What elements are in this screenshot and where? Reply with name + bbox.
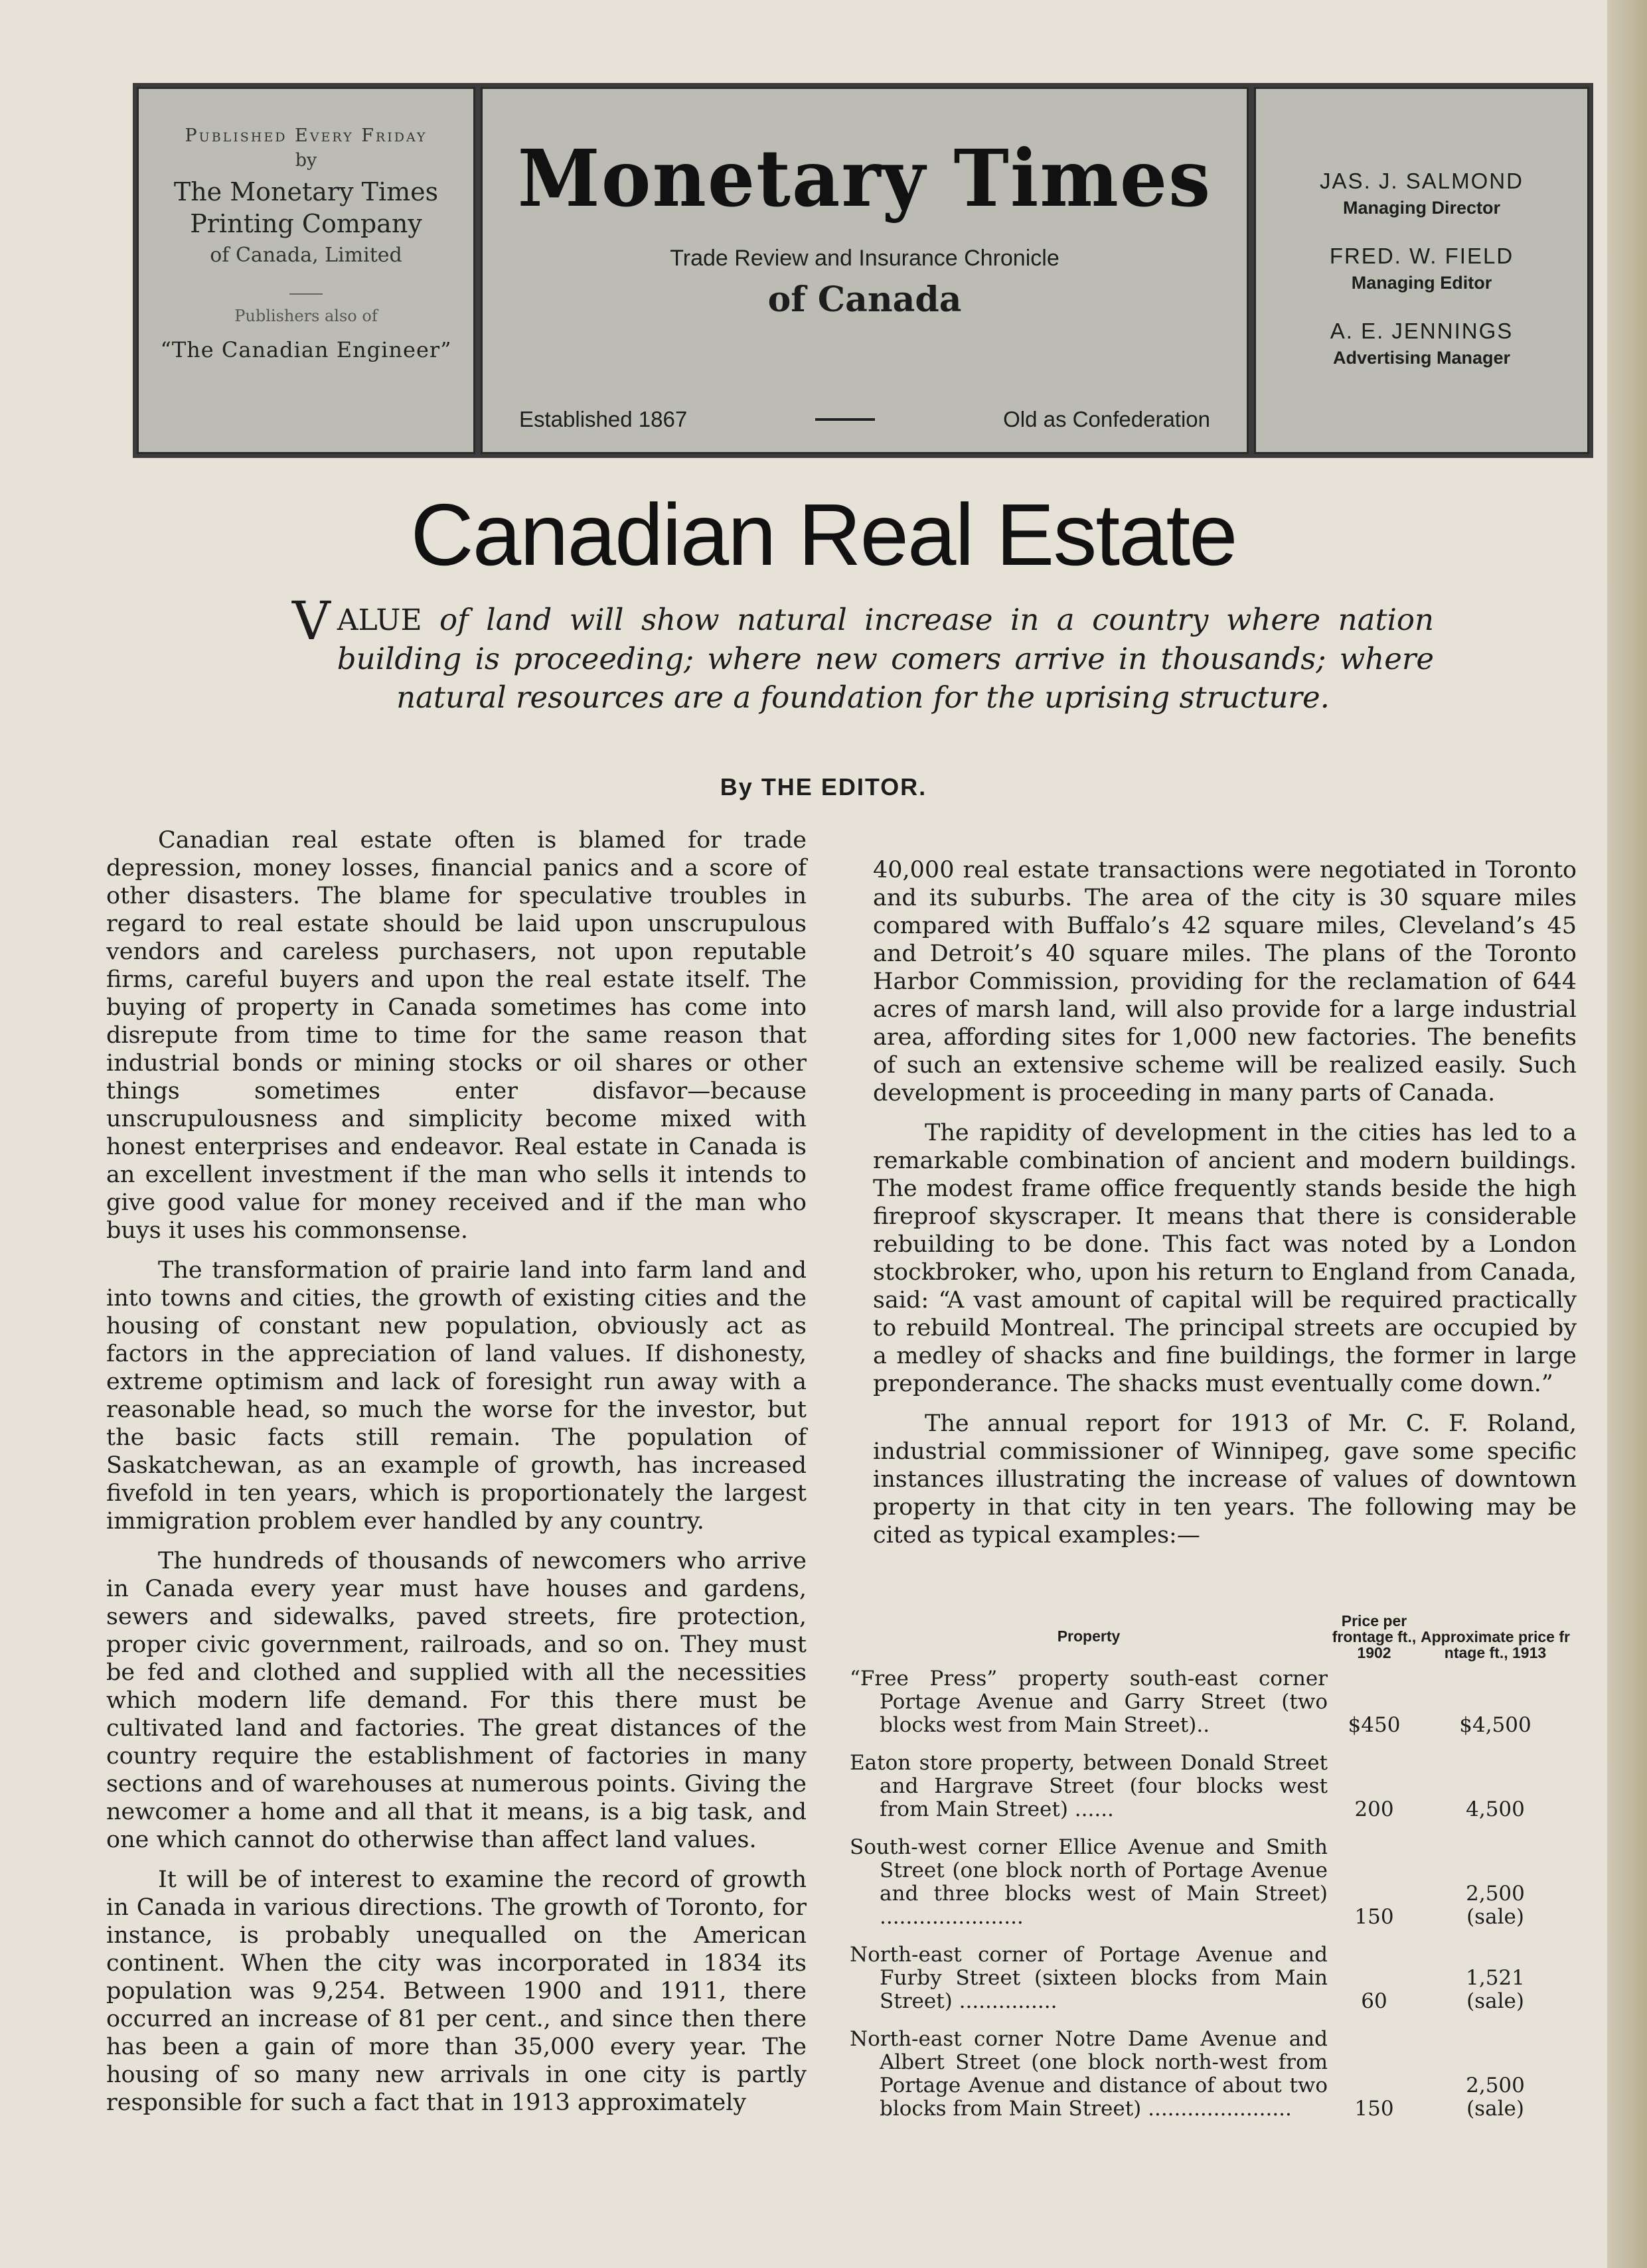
- price-1902-cell: $450: [1348, 1713, 1401, 1737]
- publisher-by: by: [295, 150, 317, 171]
- staff-role: Managing Director: [1342, 198, 1501, 218]
- paragraph: The annual report for 1913 of Mr. C. F. Roland, industrial commissioner of Winnipeg, gave some specific instances illustrating the increase of values of downtown property in that city in ten years. The following may be cited as typical examples:—: [873, 1410, 1577, 1549]
- staff-name: A. E. JENNINGS: [1330, 319, 1514, 343]
- staff-box: [1254, 87, 1589, 454]
- sale-note: (sale): [1466, 2097, 1524, 2121]
- right-column: [873, 856, 1577, 1561]
- paragraph: Canadian real estate often is blamed for trade depression, money losses, financial panics and a score of other disasters. The blame for speculative troubles in regard to real estate should be laid upon unscrupulous vendors and careless purchasers, not upon reputable firms, careful buyers and upon the real estate itself. The buying of property in Canada sometimes has come into disrepute from time to time for the same reason that industrial bonds or mining stocks or oil shares or other things sometimes enter disfavor—because unscrupulousness and simplicity become mixed with honest enterprises and endeavor. Real estate in Canada is an excellent investment if the man who sells it intends to give good value for money received and if the man who buys it uses his commonsense.: [106, 827, 807, 1244]
- price-1913-cell: [1421, 1967, 1570, 2013]
- divider: [815, 418, 875, 421]
- established-row: [519, 407, 1210, 432]
- publisher-box: [137, 87, 475, 454]
- published-every-friday: Published Every Friday: [185, 125, 428, 146]
- divider: [289, 293, 323, 295]
- title-box: [481, 87, 1249, 454]
- byline: By THE EDITOR.: [720, 773, 927, 800]
- deck-text: of land will show natural increase in a country where nation building is proceeding; where new comers arrive in thousands; where natural resources are a foundation for the uprising structure.: [337, 602, 1434, 715]
- property-cell: Eaton store property, between Donald Street and Hargrave Street (four blocks west from Main Street) ......: [850, 1751, 1328, 1821]
- canadian-engineer-title: “The Canadian Engineer”: [160, 337, 452, 362]
- price-1913-cell: [1421, 1882, 1570, 1929]
- price-1902-cell: 200: [1354, 1797, 1394, 1821]
- paragraph: 40,000 real estate transactions were negotiated in Toronto and its suburbs. The area of the city is 30 square miles compared with Buffalo’s 42 square miles, Cleveland’s 45 and Detroit’s 40 square miles. The plans of the Toronto Harbor Commission, providing for the reclamation of 644 acres of marsh land, will also provide for a large industrial area, affording sites for 1,000 new factories. The benefits of such an extensive scheme will be realized easily. Such development is proceeding in many parts of Canada.: [873, 857, 1577, 1106]
- price-1902-cell: 60: [1361, 1989, 1387, 2013]
- staff-entry: [1256, 319, 1587, 368]
- staff-name: FRED. W. FIELD: [1329, 244, 1514, 268]
- table-row: [850, 1667, 1583, 1737]
- price-1913-cell: [1421, 2074, 1570, 2121]
- table-row: [850, 1836, 1583, 1929]
- header-property: Property: [1057, 1627, 1121, 1645]
- staff-entry: [1256, 244, 1587, 293]
- page-edge: [1607, 0, 1647, 2268]
- sale-note: (sale): [1466, 1905, 1524, 1929]
- table-row: [850, 1943, 1583, 2013]
- price-1913-value: 1,521: [1466, 1966, 1525, 1990]
- table-row: [850, 1752, 1583, 1821]
- left-column: [106, 826, 807, 2129]
- price-1913-value: $4,500: [1459, 1713, 1531, 1737]
- deck-caps: ALUE: [337, 603, 422, 637]
- property-cell: South-west corner Ellice Avenue and Smith Street (one block north of Portage Avenue and three blocks west of Main Street) ......................: [850, 1835, 1328, 1929]
- newspaper-title: Monetary Times: [517, 133, 1212, 225]
- paragraph: The transformation of prairie land into farm land and into towns and cities, the growth of existing cities and the housing of constant new population, obviously act as factors in the appreciation of land values. If dishonesty, extreme optimism and lack of foresight run away with a reasonable head, so much the worse for the investor, but the basic facts still remain. The population of Saskatchewan, as an example of growth, has increased fivefold in ten years, which is proportionately the largest immigration problem ever handled by any country.: [106, 1257, 807, 1535]
- header-price-1902: Price per frontage ft., 1902: [1332, 1612, 1417, 1661]
- price-1913-value: 2,500: [1466, 2074, 1525, 2097]
- staff-name: JAS. J. SALMOND: [1320, 169, 1524, 193]
- staff-entry: [1256, 169, 1587, 218]
- paragraph: The rapidity of development in the cities has led to a remarkable combination of ancient and modern buildings. The modest frame office frequently stands beside the high fireproof skyscraper. It means that there is considerable rebuilding to be done. This fact was noted by a London stockbroker, who, upon his return to England from Canada, said: “A vast amount of capital will be required practically to rebuild Montreal. The principal streets are occupied by a medley of shacks and fine buildings, the former in large preponderance. The shacks must eventually come down.”: [873, 1120, 1577, 1397]
- table-row: [850, 2028, 1583, 2121]
- staff-role: Managing Editor: [1351, 273, 1492, 293]
- publisher-ltd: of Canada, Limited: [210, 244, 402, 267]
- sale-note: (sale): [1466, 1989, 1524, 2013]
- property-cell: North-east corner Notre Dame Avenue and Albert Street (one block north-west from Portage Avenue and distance of about two blocks from Main Street) ......................: [850, 2027, 1328, 2121]
- old-as-confederation: Old as Confederation: [1003, 407, 1210, 431]
- price-1902-cell: 150: [1354, 1905, 1394, 1929]
- price-1913-cell: [1421, 1714, 1570, 1737]
- price-1913-value: 2,500: [1466, 1882, 1525, 1906]
- property-values-table: [850, 1613, 1583, 2135]
- property-cell: “Free Press” property south-east corner Portage Avenue and Garry Street (two blocks west from Main Street)..: [850, 1667, 1328, 1737]
- article-headline: Canadian Real Estate: [410, 486, 1237, 583]
- masthead: [133, 83, 1593, 458]
- paragraph: It will be of interest to examine the record of growth in Canada in various directions. The growth of Toronto, for instance, is probably unequalled on the American continent. When the city was incorporated in 1834 its population was 9,254. Between 1900 and 1911, there occurred an increase of 81 per cent., and since then there has been a gain of more than 35,000 every year. The housing of so many new arrivals in one city is partly responsible for such a fact that in 1913 approximately: [106, 1866, 807, 2116]
- publishers-also: Publishers also of: [234, 307, 378, 325]
- property-cell: North-east corner of Portage Avenue and Furby Street (sixteen blocks from Main Street) ...............: [850, 1943, 1328, 2013]
- staff-role: Advertising Manager: [1332, 348, 1511, 368]
- newspaper-subtitle: Trade Review and Insurance Chronicle: [670, 246, 1059, 271]
- established: Established 1867: [519, 407, 688, 431]
- deck-drop-cap: V: [292, 590, 331, 652]
- price-1902-cell: 150: [1354, 2097, 1394, 2121]
- article-deck: [292, 590, 1434, 717]
- paragraph: The hundreds of thousands of newcomers who arrive in Canada every year must have houses and gardens, sewers and sidewalks, paved streets, fire protection, proper civic government, railroads, and so on. They must be fed and clothed and supplied with all the necessities which modern life demand. For this there must be cultivated land and factories. The great distances of the country require the establishment of factories in many sections and of warehouses at numerous points. Giving the newcomer a home and all that it means, is a big task, and one which cannot do otherwise than affect land values.: [106, 1548, 807, 1853]
- of-canada: of Canada: [767, 279, 962, 320]
- publisher-company: The Monetary Times Printing Company: [173, 177, 439, 238]
- price-1913-value: 4,500: [1466, 1797, 1525, 1821]
- header-price-1913: Approximate price fr ntage ft., 1913: [1421, 1628, 1570, 1661]
- table-header: [850, 1613, 1583, 1661]
- price-1913-cell: [1421, 1798, 1570, 1821]
